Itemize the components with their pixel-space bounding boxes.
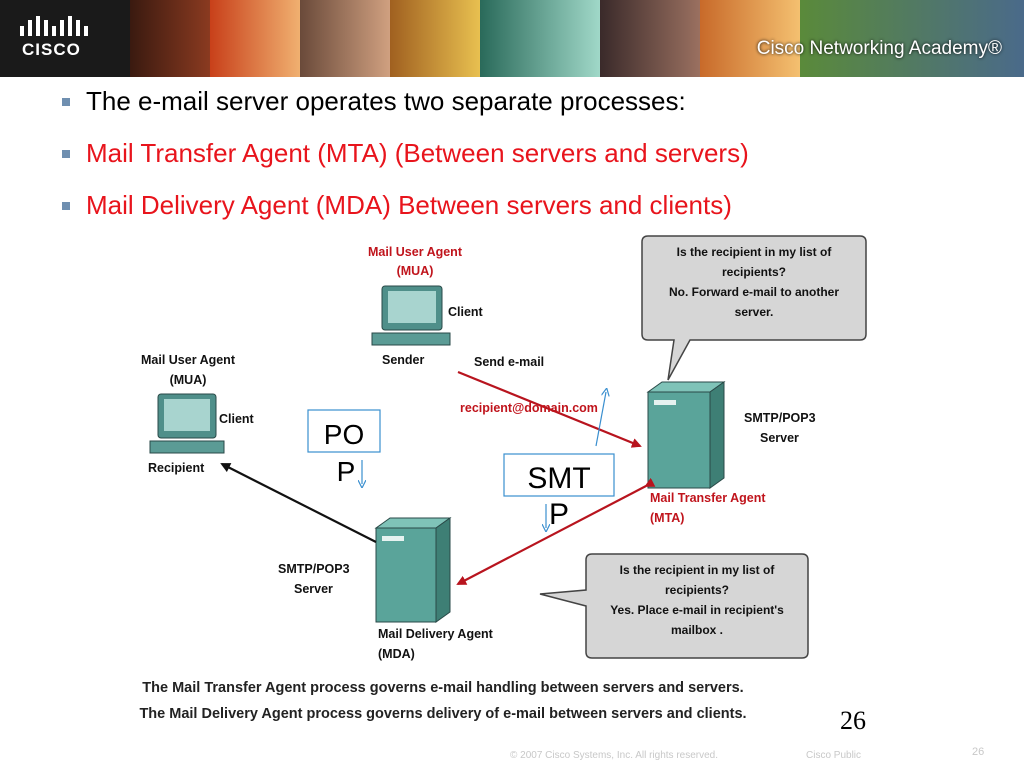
callout-top-line: server. [734,305,774,319]
sender-client-label: Client [448,305,483,319]
bullet-list [62,85,962,241]
recipient-agent-label: Mail User Agent [140,353,236,367]
callout-bottom-line: Yes. Place e-mail in recipient's [610,603,784,617]
smtp-box-line2: P [548,498,570,531]
callout-top-line: No. Forward e-mail to another [668,285,840,299]
footer-classification: Cisco Public [806,750,862,761]
mta-agent-label: Mail Transfer Agent [650,491,766,505]
footer-slide-number: 26 [972,746,985,758]
mda-server-sub: Server [294,582,333,596]
recipient-agent-sub: (MUA) [169,373,207,387]
sender-agent-sub: (MUA) [396,264,434,278]
banner-photo-strip [390,0,480,77]
recipient-label: Recipient [148,461,205,475]
bullet-item [62,85,962,137]
send-email-label: Send e-mail [474,355,545,369]
sender-agent-label: Mail User Agent [367,245,463,259]
mda-agent-label: Mail Delivery Agent [378,627,493,641]
page-number: 26 [840,706,866,735]
pop-box-line1: PO [323,419,365,450]
recipient-computer-icon [150,394,224,453]
callout-bottom-line: Is the recipient in my list of [619,563,775,577]
bullet-text: Mail Delivery Agent (MDA) Between servers and clients) [86,190,732,220]
banner-photo-strip [300,0,390,77]
callout-top-line: Is the recipient in my list of [676,245,832,259]
pop-protocol-box [308,410,380,487]
cisco-logo [18,16,98,62]
cisco-bridge-icon [20,16,96,36]
sender-label: Sender [382,353,425,367]
mda-server-icon [376,518,450,622]
bullet-text: The e-mail server operates two separate processes: [86,86,686,116]
callout-bottom-line: mailbox . [670,623,724,637]
mta-server-icon [648,382,724,488]
bullet-marker [62,98,70,106]
smtp-box-line1: SMT [527,462,591,495]
header-banner [0,0,1024,77]
banner-photo-strip [480,0,600,77]
banner-photo-strip [600,0,700,77]
academy-title: Cisco Networking Academy® [756,38,1002,59]
callout-bottom [540,554,808,658]
footer-copyright: © 2007 Cisco Systems, Inc. All rights reserved. [510,750,719,761]
callout-top [642,236,866,380]
sender-computer-icon [372,286,450,345]
mda-server-label: SMTP/POP3 [278,562,350,576]
smtp-protocol-box [504,454,614,531]
callout-top-line: recipients? [721,265,787,279]
bullet-text: Mail Transfer Agent (MTA) (Between servers and servers) [86,138,749,168]
bullet-marker [62,150,70,158]
recipient-client-label: Client [219,412,254,426]
pop-box-line2: P [336,456,356,487]
caption-mda: The Mail Delivery Agent process governs delivery of e-mail between servers and clients. [139,706,747,722]
bullet-item [62,137,962,189]
caption-mta: The Mail Transfer Agent process governs e-mail handling between servers and servers. [142,680,744,696]
email-flow-diagram [98,228,878,732]
cisco-wordmark: CISCO [22,40,81,59]
mta-server-label: SMTP/POP3 [744,411,816,425]
mta-agent-sub: (MTA) [650,511,685,525]
banner-photo-strip [210,0,300,77]
bullet-marker [62,202,70,210]
callout-bottom-line: recipients? [664,583,730,597]
recipient-address-label: recipient@domain.com [460,401,598,415]
banner-photo-strip [130,0,210,77]
mta-server-sub: Server [760,431,799,445]
mda-agent-sub: (MDA) [378,647,415,661]
